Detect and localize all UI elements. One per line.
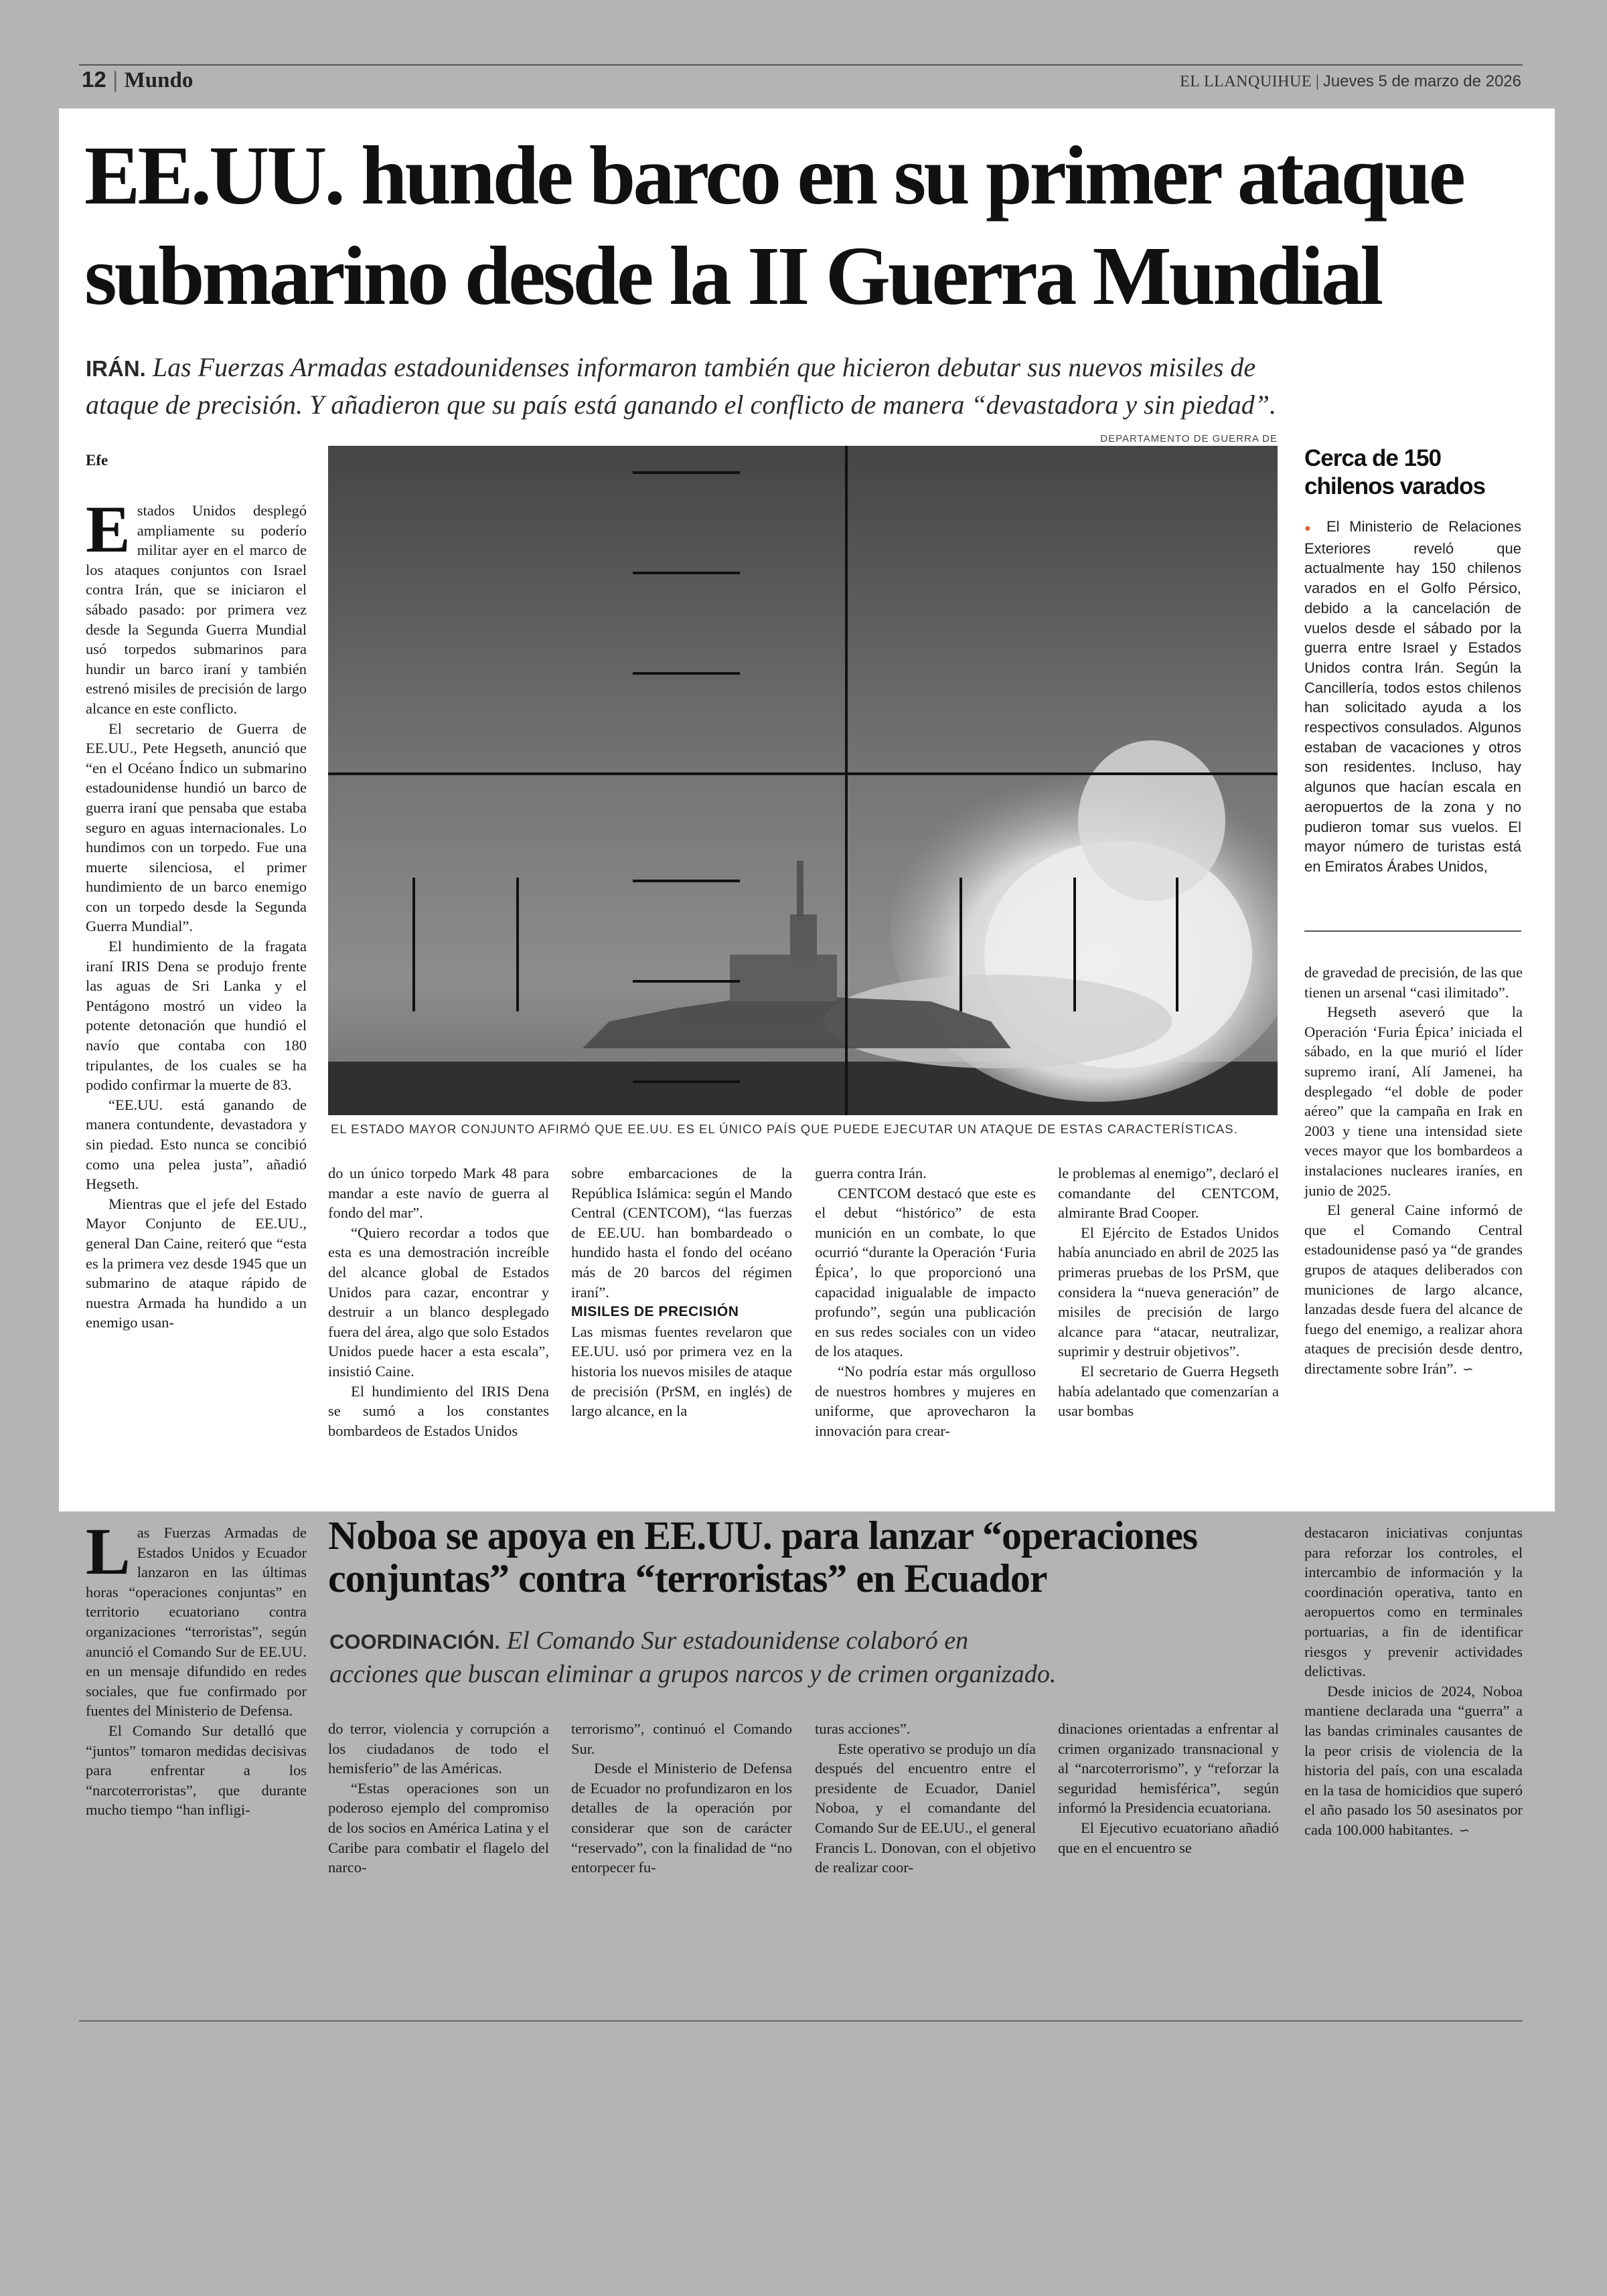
second-column-2 (328, 1719, 549, 1878)
explosion-plume (1078, 740, 1225, 901)
s-col3-para-1: terrorismo”, continuó el Comando Sur. (571, 1720, 792, 1757)
col5-para-3: El secretario de Guerra Hegseth había adelantado que comenzarían a usar bombas (1058, 1362, 1279, 1420)
page-number: 12 (82, 67, 106, 92)
s-col4-para-1: turas acciones”. (815, 1720, 911, 1737)
second-headline-line-2: conjuntas” contra “terroristas” en Ecuador (328, 1556, 1047, 1601)
bottom-rule (79, 2020, 1523, 2022)
article-photo (328, 446, 1278, 1115)
col4-para-3: “No podría estar más orgulloso de nuestros hombres y mujeres en uniforme, que aprovecharon la innovación para crear- (815, 1362, 1036, 1439)
second-headline (328, 1514, 1197, 1600)
col1-para-1: Estados Unidos desplegó ampliamente su poderío militar ayer en el marco de los ataques conjuntos con Israel contra Irán, que se iniciaron el sábado pasado: por primera vez desde la Segunda Guerra Mundial usó torpedos submarinos para hundir un barco iraní y también estrenó misiles de precisión de largo alcance en este conflicto. (86, 492, 307, 717)
s-col6-para-2: Desde inicios de 2024, Noboa mantiene declarada una “guerra” a las bandas criminales causantes de la peor crisis de violencia de la historia del país, con una escalada en la tasa de homicidios que superó el año pasado los 50 asesinatos por cada 100.000 habitantes. ∽ (1304, 1682, 1523, 1838)
page-folio (82, 67, 193, 93)
masthead-info (1180, 72, 1521, 91)
sidebar-divider (1304, 930, 1521, 932)
second-lead-kicker: COORDINACIÓN. (329, 1630, 500, 1653)
s-col1-para-1: Las Fuerzas Armadas de Estados Unidos y Ecuador lanzaron en las últimas horas “operaciones conjuntas” en territorio ecuatoriano contra organizaciones “terroristas”, según anunció el Comando Sur de EE.UU. en un mensaje difundido en redes sociales, que fue confirmado por fuentes del Ministerio de Defensa. (86, 1514, 307, 1720)
second-column-4 (815, 1719, 1036, 1878)
precision-missiles-subhead: MISILES DE PRECISIÓN (571, 1304, 739, 1320)
section-name: Mundo (124, 68, 194, 92)
periscope-image (328, 446, 1278, 1115)
second-lead (329, 1625, 1056, 1690)
top-rule (79, 64, 1523, 66)
sidebar-title-line-2: chilenos varados (1304, 473, 1485, 499)
main-column-2 (328, 1163, 549, 1441)
s-col5-para-1: dinaciones orientadas a enfrentar al crimen organizado transnacional y al “narcoterrorismo”, y “reforzar la seguridad hemisférica”, según informó la Presidencia ecuatoriana. (1058, 1720, 1279, 1817)
col2-para-3: El hundimiento del IRIS Dena se sumó a los constantes bombardeos de Estados Unidos (328, 1382, 549, 1439)
col1-para-3: El hundimiento de la fragata iraní IRIS Dena se produjo frente las aguas de Sri Lanka y el Pentágono mostró un video la potente detonación que hundió el navío que contaba con 180 tripulantes, de los cuales se ha podido confirmar la muerte de 83. (86, 938, 307, 1094)
col2-para-1: do un único torpedo Mark 48 para mandar a este navío de guerra al fondo del mar”. (328, 1165, 549, 1222)
main-column-1 (86, 492, 307, 1333)
col1-para-2: El secretario de Guerra de EE.UU., Pete Hegseth, anunció que “en el Océano Índico un submarino estadounidense hundió un barco de guerra iraní que pensaba que estaba seguro en aguas internacionales. Lo hundimos con un torpedo. Fue una muerte silenciosa, el primer hundimiento de un barco enemigo con un torpedo desde la Segunda Guerra Mundial”. (86, 720, 307, 935)
main-lead (86, 349, 1525, 423)
second-column-5 (1058, 1719, 1279, 1858)
col3-para-2: Las mismas fuentes revelaron que EE.UU. usó por primera vez en la historia los nuevos misiles de ataque de precisión (PrSM, en inglés) de largo alcance, en la (571, 1323, 792, 1420)
s-col6-para-1: destacaron iniciativas conjuntas para reforzar los controles, el intercambio de información y la coordinación operativa, tanto en aeropuertos como en terminales portuarias, a fin de identificar riesgos y prevenir actividades delictivas. (1304, 1524, 1523, 1680)
newspaper-name: EL LLANQUIHUE (1180, 73, 1312, 90)
col1-para-5: Mientras que el jefe del Estado Mayor Conjunto de EE.UU., general Dan Caine, reiteró que “esta es la primera vez desde 1945 que un submarino de ataque rápido de nuestra Armada ha hundido a un enemigo usan- (86, 1195, 307, 1331)
sidebar-text: El Ministerio de Relaciones Exteriores reveló que actualmente hay 150 chilenos varados en el Golfo Pérsico, debido a la cancelación de vuelos desde el sábado por la guerra entre Israel y Estados Unidos contra Irán. Según la Cancillería, todos estos chilenos han solicitado ayuda a los respectivos consulados. Algunos estaban de vacaciones y otros son residentes. Incluso, hay algunos que hacían escala en aeropuertos de la zona y no pudieron tomar sus vuelos. El mayor número de turistas está en Emiratos Árabes Unidos, (1304, 518, 1521, 875)
col1-para-4: “EE.UU. está ganando de manera contundente, devastadora y sin piedad. Esto nunca se concibió como una pelea justa”, añadió Hegseth. (86, 1096, 307, 1193)
lead-line-2: ataque de precisión. Y añadieron que su país está ganando el conflicto de manera “devastadora y sin piedad”. (86, 390, 1276, 420)
photo-caption: EL ESTADO MAYOR CONJUNTO AFIRMÓ QUE EE.UU. ES EL ÚNICO PAÍS QUE PUEDE EJECUTAR UN ATAQUE DE ESTAS CARACTERÍSTICAS. (331, 1122, 1238, 1136)
drop-cap: E (86, 492, 131, 566)
folio-separator: | (112, 67, 125, 92)
s-col2-para-2: “Estas operaciones son un poderoso ejemplo del compromiso de los socios en América Latina y el Caribe para combatir el flagelo del narco- (328, 1779, 549, 1876)
bullet-dot-icon: ● (1304, 523, 1317, 534)
s-col1-para-2: El Comando Sur detalló que “juntos” tomaron medidas decisivas para enfrentar a los “narcoterroristas”, que durante mucho tiempo “han infligi- (86, 1722, 307, 1819)
main-headline (84, 126, 1463, 327)
second-headline-line-1: Noboa se apoya en EE.UU. para lanzar “operaciones (328, 1513, 1198, 1558)
lead-text-1: Las Fuerzas Armadas estadounidenses informaron también que hicieron debutar sus nuevos misiles de (152, 352, 1256, 382)
col3-para-1: sobre embarcaciones de la República Islámica: según el Mando Central (CENTCOM), “las fuerzas de EE.UU. han bombardeado o hundido hasta el fondo del océano más de 20 barcos del régimen iraní”. (571, 1165, 792, 1301)
main-column-3 (571, 1163, 792, 1421)
second-drop-cap: L (86, 1514, 131, 1588)
main-column-5 (1058, 1163, 1279, 1421)
headline-line-2: submarino desde la II Guerra Mundial (84, 230, 1381, 323)
col5-para-2: El Ejército de Estados Unidos había anunciado en abril de 2025 las primeras pruebas de los PrSM, que considera la “nueva generación” de misiles de precisión de largo alcance para “atacar, neutralizar, suprimir y destruir objetivos”. (1058, 1224, 1279, 1360)
second-column-6 (1304, 1523, 1523, 1841)
col4-para-1: guerra contra Irán. (815, 1165, 927, 1181)
second-lead-line-2: acciones que buscan eliminar a grupos narcos y de crimen organizado. (329, 1660, 1057, 1688)
sidebar-title-line-1: Cerca de 150 (1304, 445, 1441, 471)
photo-credit: DEPARTAMENTO DE GUERRA DE (1100, 433, 1278, 444)
second-lead-text-1: El Comando Sur estadounidense colaboró en (506, 1627, 969, 1655)
second-lead-line-1 (329, 1625, 1056, 1658)
col4-para-2: CENTCOM destacó que este es el debut “histórico” de esta munición en un combate, lo que ocurrió “durante la Operación ‘Furia Épica’, lo que proporcionó una capacidad inigualable de impacto profundo”, según una publicación en sus redes sociales con un video de los ataques. (815, 1184, 1036, 1360)
sidebar-body (1304, 517, 1521, 877)
byline: Efe (86, 452, 108, 469)
sidebar-title (1304, 444, 1485, 501)
col6-para-2: Hegseth aseveró que la Operación ‘Furia Épica’ iniciada el sábado, en la que murió el líder supremo iraní, Alí Jamenei, ha desplegado “el doble de poder aéreo” que la campaña en Irak en 2003 y tiene una intensidad siete veces mayor que los bombardeos a instalaciones nucleares iraníes, en junio de 2025. (1304, 1003, 1523, 1199)
end-mark-icon: ∽ (1462, 1360, 1474, 1377)
main-column-4 (815, 1163, 1036, 1441)
col6-para-3: El general Caine informó de que el Comando Central estadounidense pasó ya “de grandes grupos de ataques deliberados con municiones de largo alcance, lanzadas desde fuera del alcance de fuego del enemigo, a realizar ahora ataques de precisión desde dentro, directamente sobre Irán”. ∽ (1304, 1202, 1523, 1377)
s-col3-para-2: Desde el Ministerio de Defensa de Ecuador no profundizaron en los detalles de la operación por considerar que son de carácter “reservado”, con la finalidad de “no entorpecer fu- (571, 1760, 792, 1876)
lead-line-1 (86, 349, 1525, 387)
col2-para-2: “Quiero recordar a todos que esta es una demostración increíble del alcance global de Estados Unidos para cazar, encontrar y destruir a un blanco desplegado fuera del área, algo que solo Estados Unidos puede hacer a esta escala”, insistió Caine. (328, 1224, 549, 1380)
second-column-1 (86, 1514, 307, 1820)
s-col4-para-2: Este operativo se produjo un día después del encuentro entre el presidente de Ecuador, Daniel Noboa, y el comandante del Comando Sur de EE.UU., el general Francis L. Donovan, con el objetivo de realizar coor- (815, 1740, 1036, 1876)
main-column-6 (1304, 963, 1523, 1379)
s-col2-para-1: do terror, violencia y corrupción a los ciudadanos de todo el hemisferio” de las Américas. (328, 1720, 549, 1777)
end-mark-icon-2: ∽ (1458, 1821, 1470, 1838)
s-col5-para-2: El Ejecutivo ecuatoriano añadió que en el encuentro se (1058, 1819, 1279, 1856)
second-column-3 (571, 1719, 792, 1878)
date-separator: | (1315, 73, 1323, 90)
col5-para-1: le problemas al enemigo”, declaró el comandante del CENTCOM, almirante Brad Cooper. (1058, 1165, 1279, 1222)
issue-date: Jueves 5 de marzo de 2026 (1322, 72, 1521, 90)
col6-para-1: de gravedad de precisión, de las que tienen un arsenal “casi ilimitado”. (1304, 964, 1523, 1001)
lead-kicker: IRÁN. (86, 356, 146, 381)
headline-line-1: EE.UU. hunde barco en su primer ataque (84, 130, 1463, 222)
